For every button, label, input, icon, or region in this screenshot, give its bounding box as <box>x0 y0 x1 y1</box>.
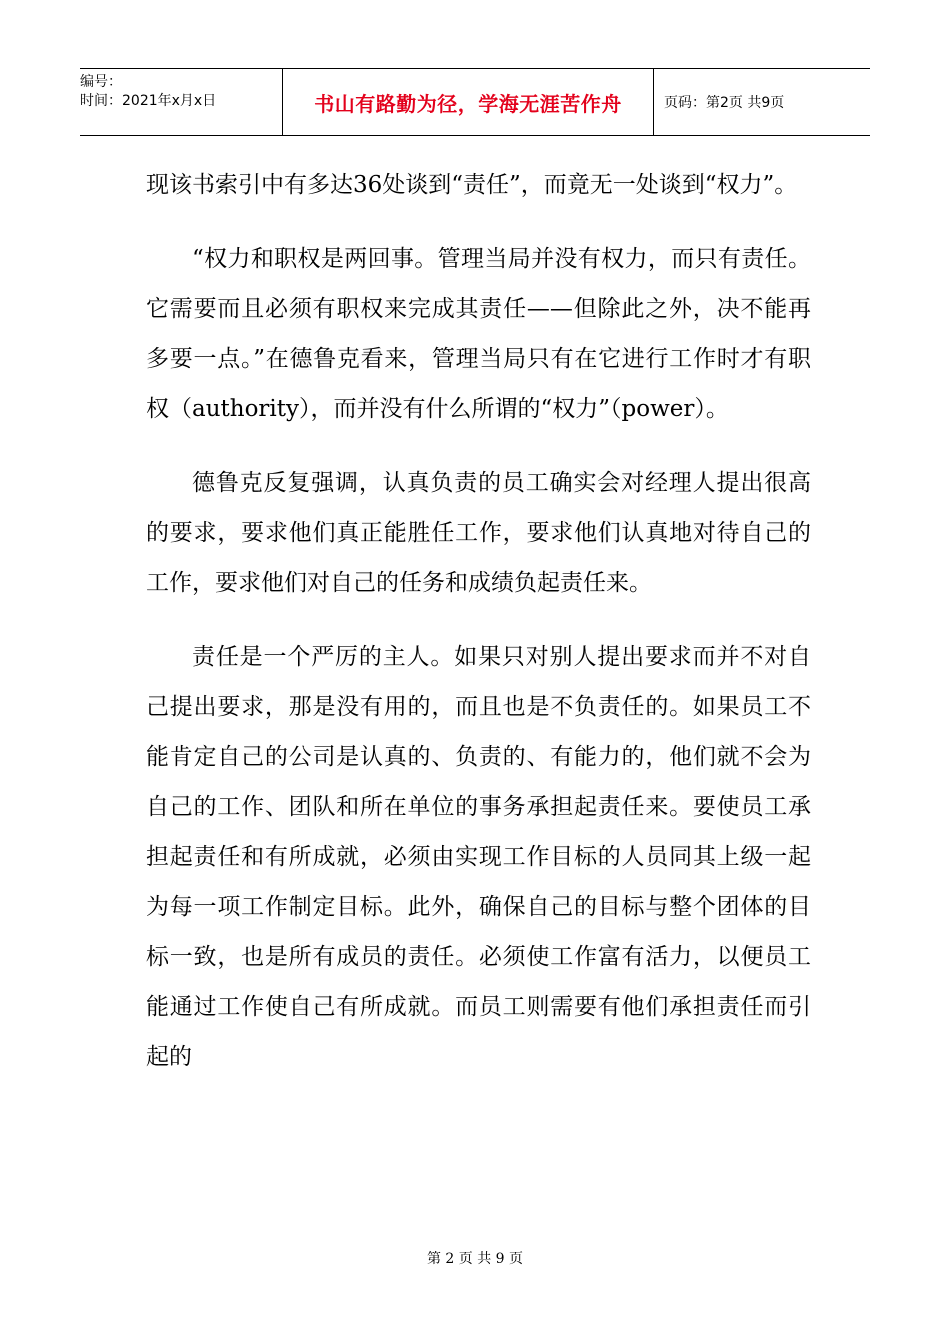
date-label: 时间：2021年x月x日 <box>80 93 217 109</box>
document-body <box>146 160 811 1106</box>
paragraph-3: 德鲁克反复强调，认真负责的员工确实会对经理人提出很高的要求，要求他们真正能胜任工作，要求他们认真地对待自己的工作，要求他们对自己的任务和成绩负起责任来。 <box>146 470 811 596</box>
header-motto-cell <box>282 69 654 135</box>
paragraph-2: “权力和职权是两回事。管理当局并没有权力，而只有责任。它需要而且必须有职权来完成其责任——但除此之外，决不能再多要一点。”在德鲁克看来，管理当局只有在它进行工作时才有职权（authority），而并没有什么所谓的“权力”（power）。 <box>146 246 811 422</box>
header-page-info-cell <box>654 69 870 135</box>
paragraph-1: 现该书索引中有多达36处谈到“责任”，而竟无一处谈到“权力”。 <box>146 172 798 198</box>
document-header <box>80 68 870 136</box>
paragraph-4: 责任是一个严厉的主人。如果只对别人提出要求而并不对自己提出要求，那是没有用的，而且也是不负责任的。如果员工不能肯定自己的公司是认真的、负责的、有能力的，他们就不会为自己的工作、团队和所在单位的事务承担起责任来。要使员工承担起责任和有所成就，必须由实现工作目标的人员同其上级一起为每一项工作制定目标。此外，确保自己的目标与整个团体的目标一致，也是所有成员的责任。必须使工作富有活力，以便员工能通过工作使自己有所成就。而员工则需要有他们承担责任而引起的 <box>146 644 811 1070</box>
header-page-info: 页码：第2页 共9页 <box>664 95 785 111</box>
header-motto: 书山有路勤为径，学海无涯苦作舟 <box>314 91 622 116</box>
page-footer: 第 2 页 共 9 页 <box>426 1251 524 1267</box>
doc-number-label: 编号： <box>80 74 122 90</box>
header-meta <box>80 69 282 135</box>
